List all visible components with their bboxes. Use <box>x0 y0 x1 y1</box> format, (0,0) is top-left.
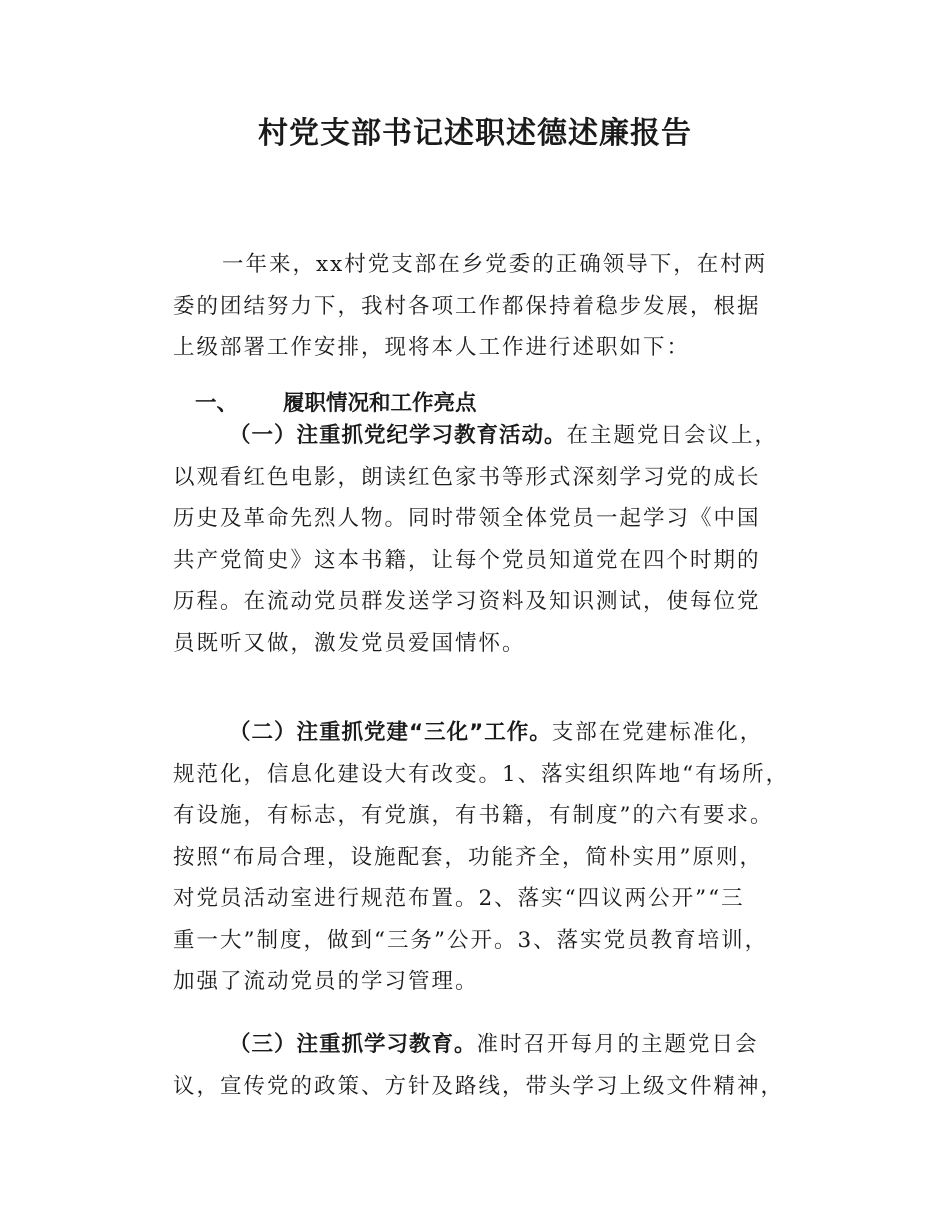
item-2-line: 有设施，有标志，有党旗，有书籍，有制度”的六有要求。 <box>173 803 774 828</box>
intro-paragraph <box>173 244 813 369</box>
item-2-line: 规范化，信息化建设大有改变。1、落实组织阵地“有场所， <box>173 761 790 787</box>
item-2-line: 加强了流动党员的学习管理。 <box>173 969 479 994</box>
item-2-first-line-rest: 支部在党建标准化， <box>551 720 764 745</box>
item-1-line: 以观看红色电影，朗读红色家书等形式深刻学习党的成长 <box>173 464 761 490</box>
item-1-line: 历程。在流动党员群发送学习资料及知识测试，使每位党 <box>173 589 761 614</box>
item-1-first-line-rest: 在主题党日会议上， <box>566 423 779 448</box>
item-1-first-line <box>173 415 813 457</box>
intro-line: 上级部署工作安排，现将本人工作进行述职如下： <box>173 335 691 360</box>
item-3-line: 议，宣传党的政策、方针及路线，带头学习上级文件精神， <box>173 1073 785 1099</box>
item-3-first-line <box>173 1024 813 1066</box>
item-3-paragraph <box>173 1024 813 1107</box>
item-2-line: 对党员活动室进行规范布置。2、落实“四议两公开”“三 <box>173 886 745 911</box>
intro-line: 一年来，xx村党支部在乡党委的正确领导下，在村两 <box>222 252 768 277</box>
intro-line: 委的团结努力下，我村各项工作都保持着稳步发展，根据 <box>173 293 761 319</box>
item-2-line: 重一大”制度，做到“三务”公开。3、落实党员教育培训， <box>173 927 769 953</box>
section-title: 履职情况和工作亮点 <box>283 391 477 416</box>
item-2-heading: （二）注重抓党建“三化”工作。 <box>229 720 552 745</box>
item-2-first-line <box>173 712 813 754</box>
document-title: 村党支部书记述职述德述廉报告 <box>258 116 692 151</box>
item-3-heading: （三）注重抓学习教育。 <box>229 1032 477 1057</box>
item-1-paragraph <box>173 415 813 664</box>
item-2-paragraph <box>173 712 813 1003</box>
item-1-line: 共产党简史》这本书籍，让每个党员知道党在四个时期的 <box>173 547 761 573</box>
item-1-line: 历史及革命先烈人物。同时带领全体党员一起学习《中国 <box>173 506 761 531</box>
section-number: 一、 <box>195 391 239 416</box>
item-1-line: 员既听又做，激发党员爱国情怀。 <box>173 630 526 656</box>
item-3-first-line-rest: 准时召开每月的主题党日会 <box>476 1032 759 1057</box>
item-1-heading: （一）注重抓党纪学习教育活动。 <box>229 423 567 448</box>
item-2-line: 按照“布局合理，设施配套，功能齐全，简朴实用”原则， <box>173 844 763 870</box>
